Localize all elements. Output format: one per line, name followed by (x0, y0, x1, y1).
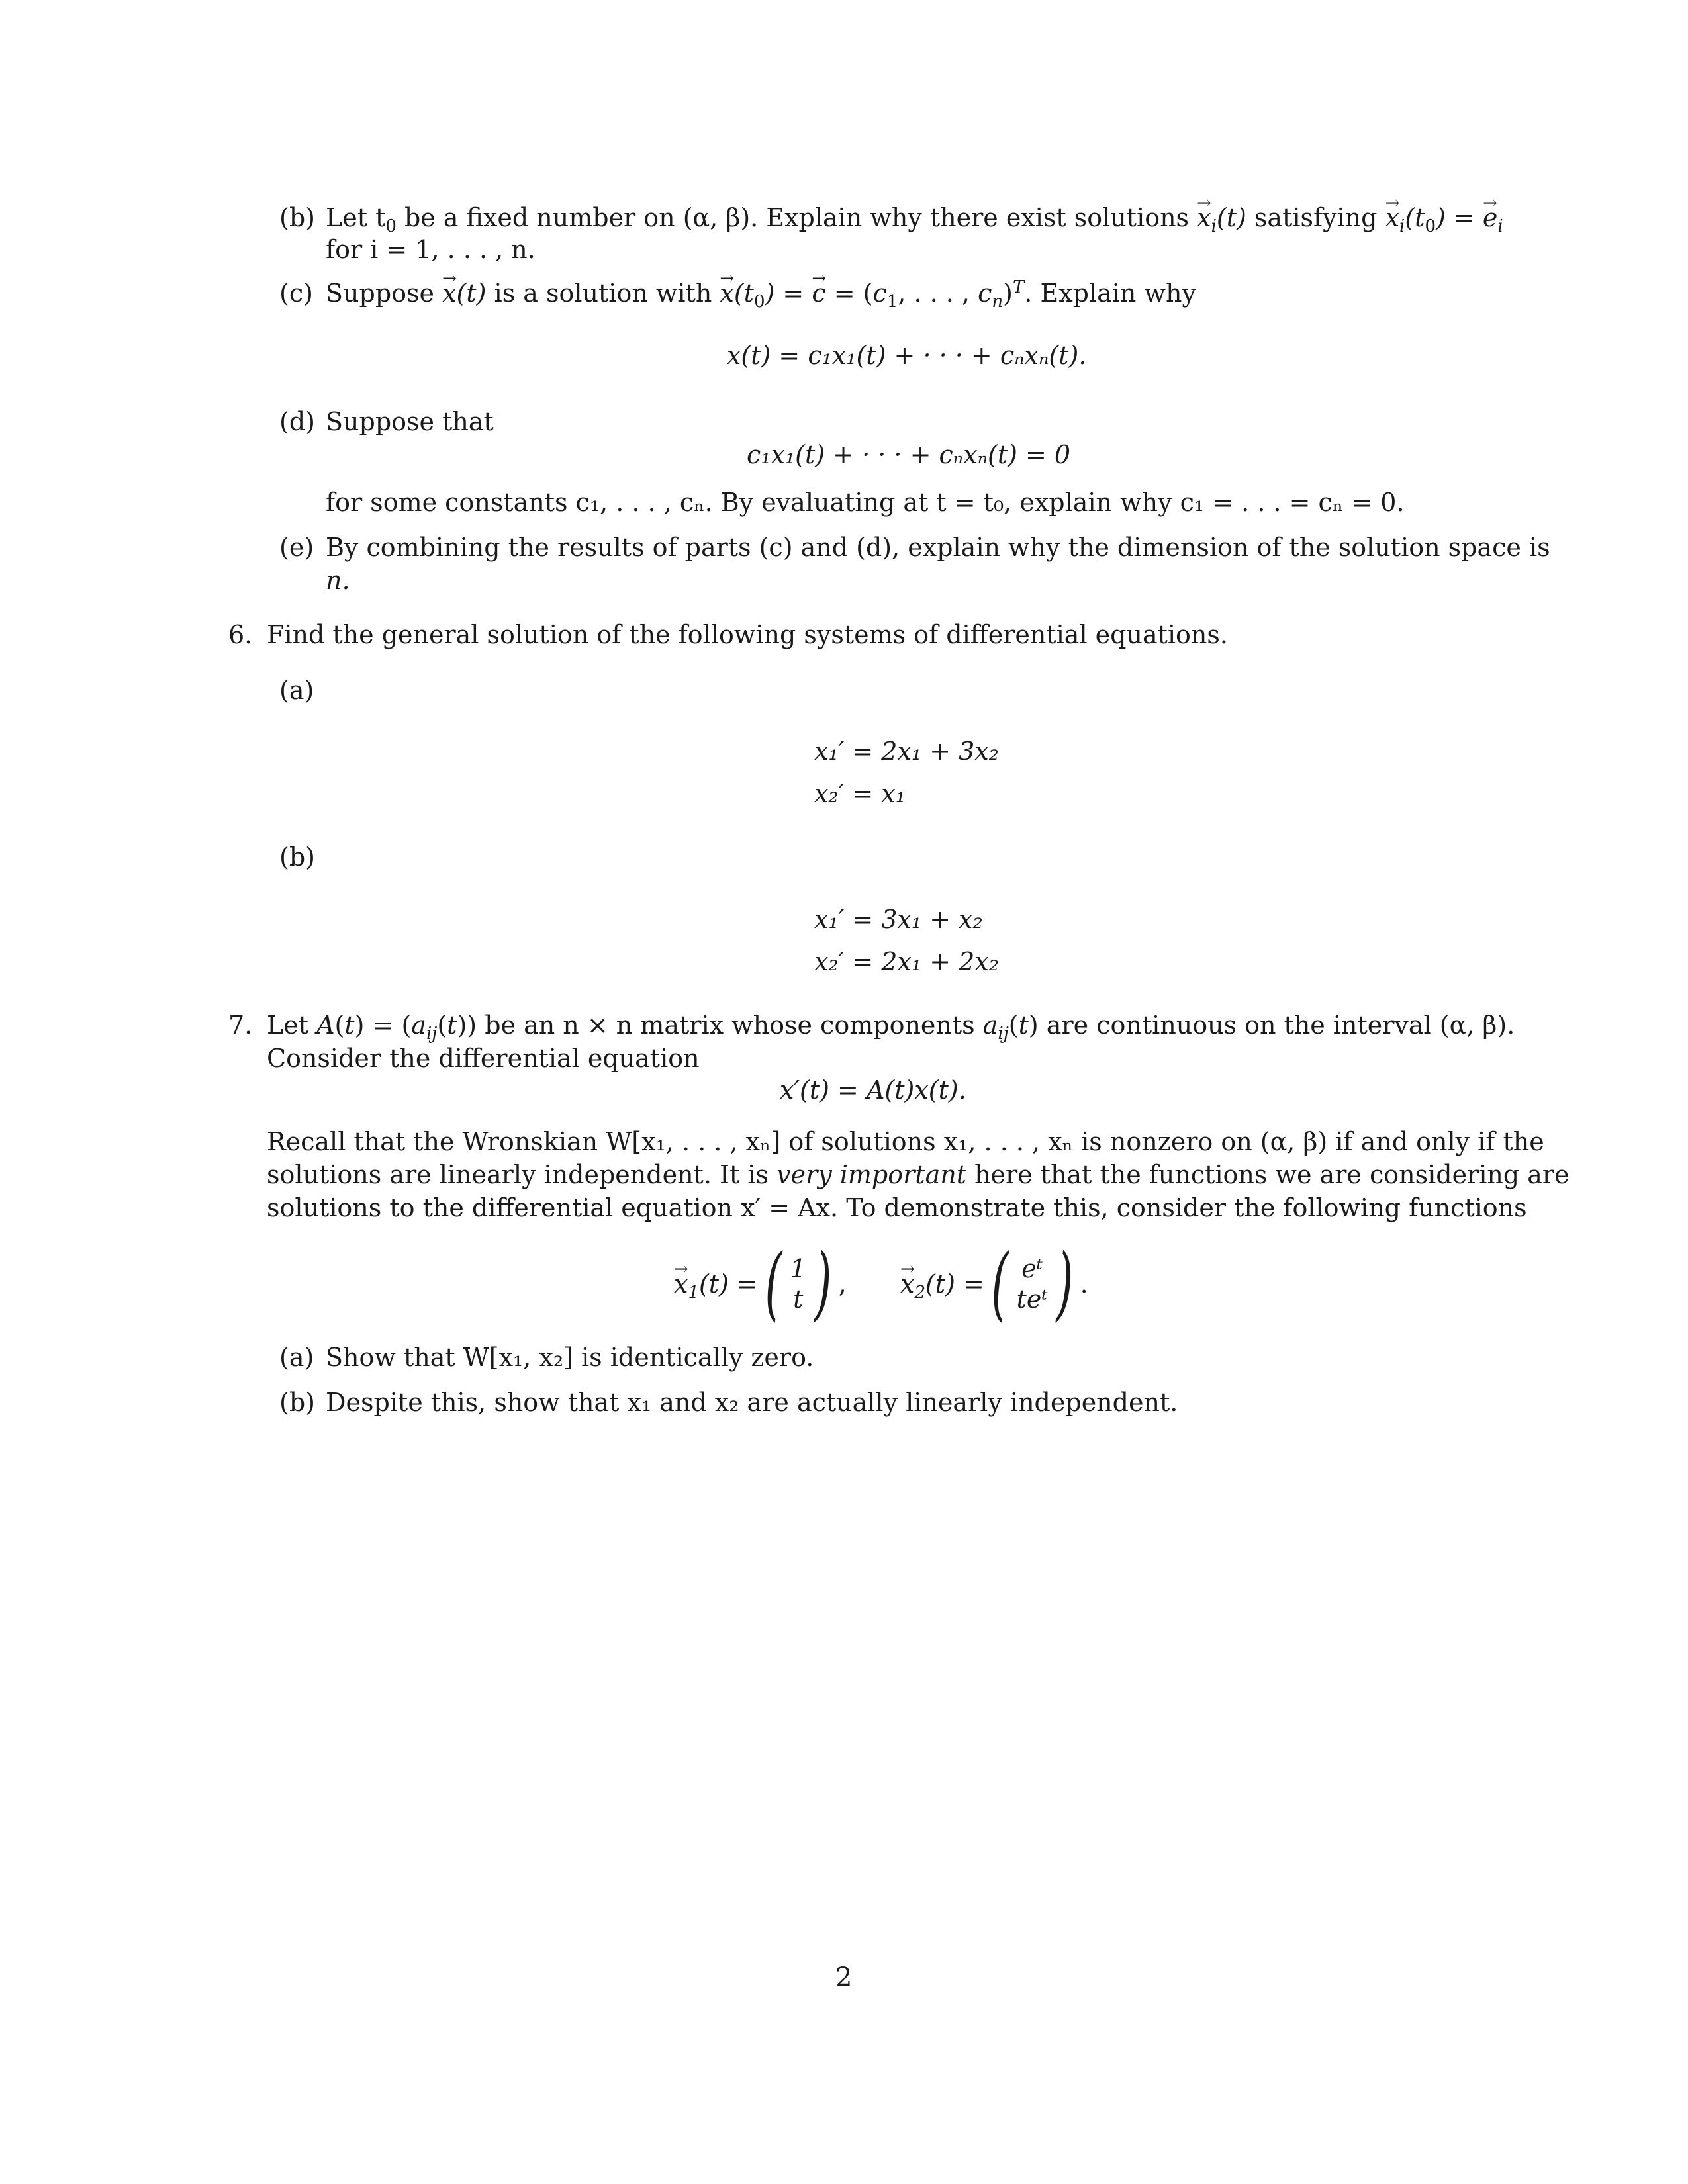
problem-7-para-line3: solutions to the differential equation x′ = Ax. To demonstrate this, consider the following functions (267, 1193, 1527, 1222)
problem-7-number: 7. (228, 1011, 253, 1040)
problem-7-vector-x2: → $x_2(t)$ = ( eᵗ teᵗ ) . (900, 1244, 1088, 1324)
part-e-line2: n. (326, 566, 350, 595)
problem-7-line1: Let $A(t) = (a_{ij}(t))$ be an n × n matrix whose components $a_{ij}(t)$ are continuous on the interval (α, β). (267, 1011, 1515, 1044)
problem-6b-eq1: x₁′ = 3x₁ + x₂ (814, 905, 983, 934)
problem-7-equation: x′(t) = A(t)x(t). (780, 1075, 966, 1105)
problem-6b-label: (b) (279, 842, 315, 872)
problem-7-vector-x1: → $x_1(t)$ = ( 1 t ) , (674, 1244, 847, 1324)
part-c-equation: x(t) = c₁x₁(t) + · · · + cₙxₙ(t). (727, 341, 1087, 370)
page-number: 2 (835, 1962, 853, 1993)
problem-7-para-line1: Recall that the Wronskian W[x₁, . . . , xₙ] of solutions x₁, . . . , xₙ is nonzero on (α, β) if and only if the (267, 1127, 1544, 1156)
part-b-line1: Let $t_0$ be a fixed number on (α, β). Explain why there exist solutions → $x_i(t)$ satisfying → $x_i(t_0)$ = → $e_i$ (326, 201, 1503, 234)
part-d-intro: Suppose that (326, 407, 494, 436)
problem-7-para-line2: solutions are linearly independent. It is very important here that the functions we are considering are (267, 1160, 1570, 1189)
problem-6a-eq1: x₁′ = 2x₁ + 3x₂ (814, 737, 999, 766)
part-d-equation: c₁x₁(t) + · · · + cₙxₙ(t) = 0 (747, 440, 1071, 469)
part-b-label: (b) (279, 203, 315, 232)
problem-7-line2: Consider the differential equation (267, 1044, 700, 1073)
part-d-label: (d) (279, 407, 315, 436)
part-c-line1: Suppose → x(t) is a solution with → $x(t_0)$ = → $c = (c_1$, . . . , $c_n)^T$. Explain why (326, 277, 1196, 310)
problem-6-text: Find the general solution of the following systems of differential equations. (267, 620, 1228, 649)
problem-7a-text: Show that W[x₁, x₂] is identically zero. (326, 1343, 814, 1372)
problem-7b-text: Despite this, show that x₁ and x₂ are actually linearly independent. (326, 1388, 1178, 1417)
problem-7a-label: (a) (279, 1343, 314, 1372)
problem-6b-eq2: x₂′ = 2x₁ + 2x₂ (814, 947, 999, 976)
problem-7b-label: (b) (279, 1388, 315, 1417)
problem-6a-label: (a) (279, 676, 314, 705)
part-d-followup: for some constants c₁, . . . , cₙ. By evaluating at t = t₀, explain why c₁ = . . . = cₙ = 0. (326, 488, 1405, 517)
part-c-label: (c) (279, 279, 313, 308)
part-e-line1: By combining the results of parts (c) and (d), explain why the dimension of the solution space is (326, 533, 1550, 562)
problem-6-number: 6. (228, 620, 253, 649)
part-b-line2: for i = 1, . . . , n. (326, 235, 536, 264)
problem-6a-eq2: x₂′ = x₁ (814, 779, 906, 808)
part-e-label: (e) (279, 533, 314, 562)
